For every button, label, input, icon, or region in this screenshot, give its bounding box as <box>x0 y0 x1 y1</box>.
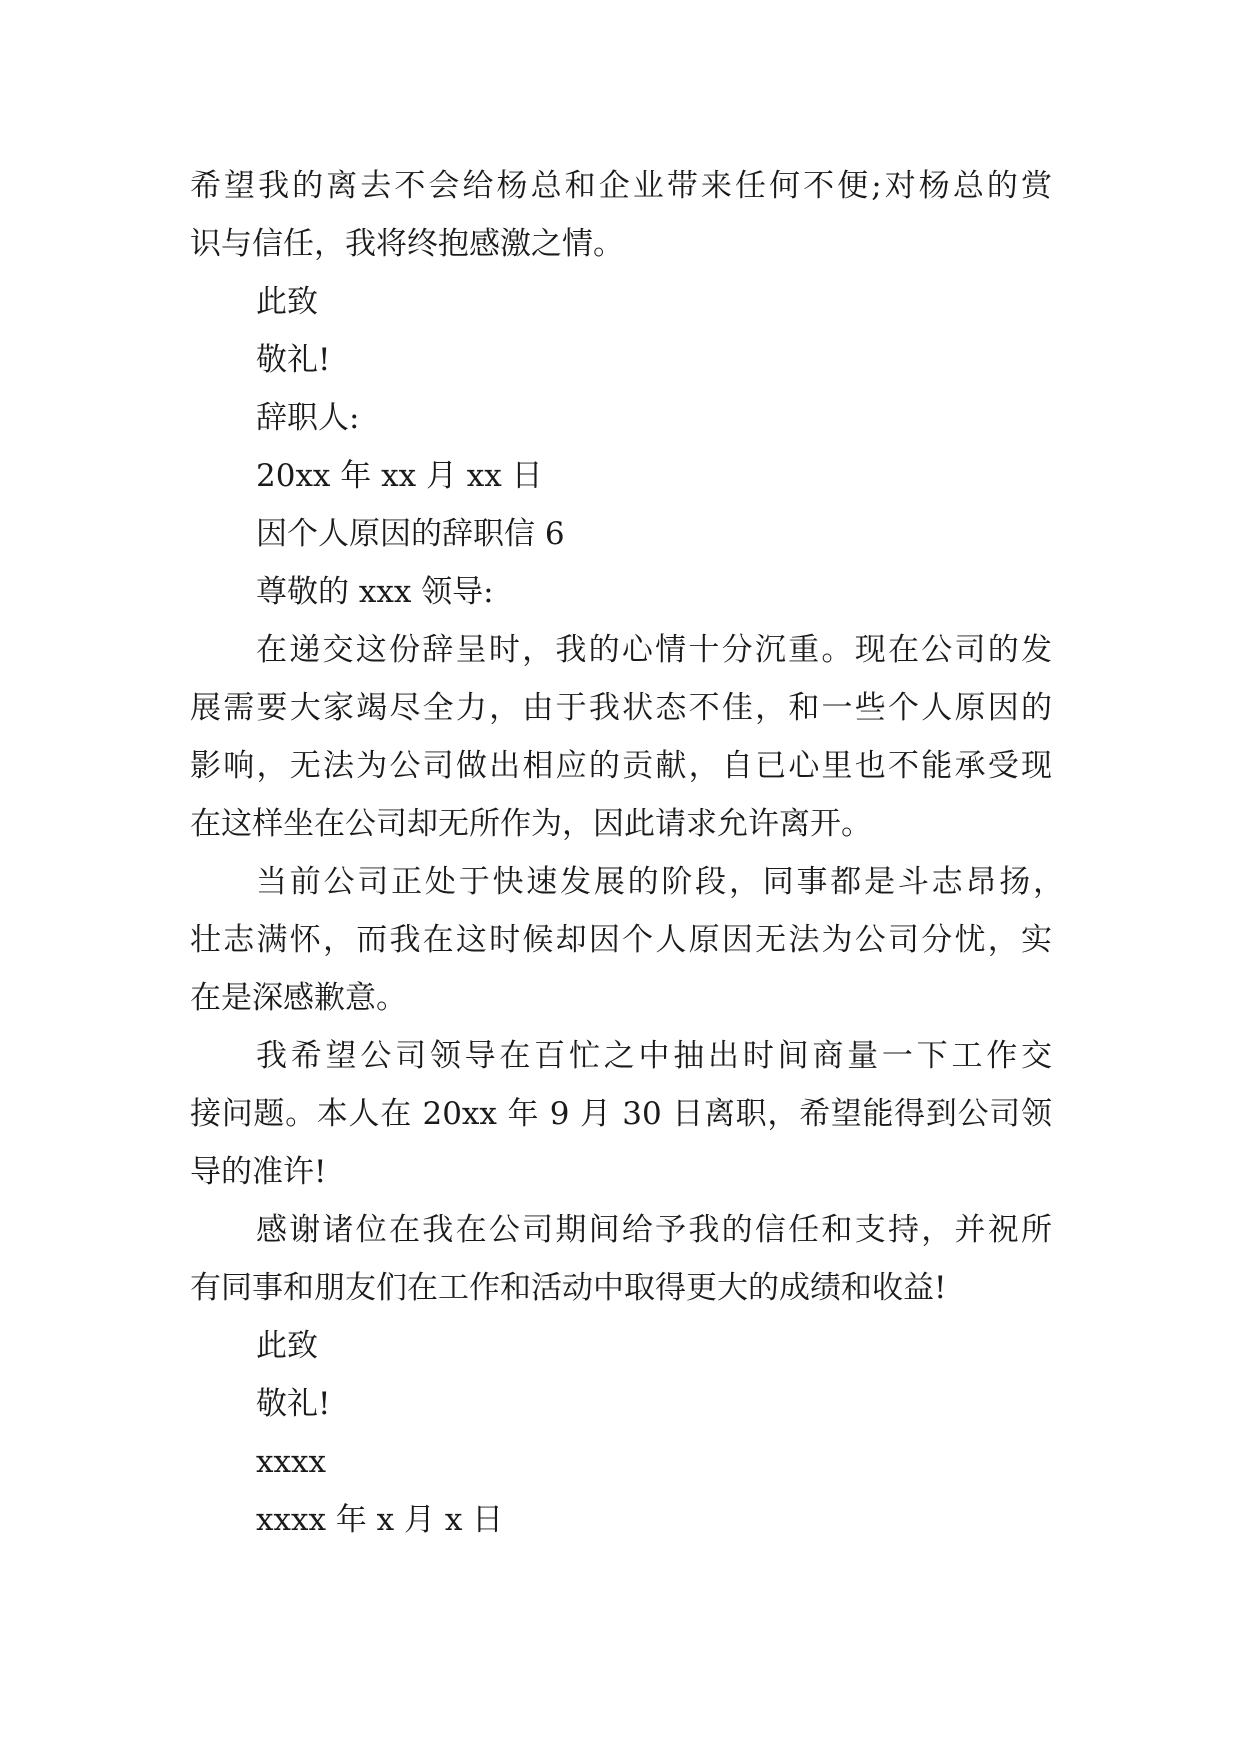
closing-salutation: 此致 <box>256 1328 318 1364</box>
paragraph-line: 壮志满怀，而我在这时候却因个人原因无法为公司分忧，实 <box>190 922 1052 958</box>
paragraph-line: 希望我的离去不会给杨总和企业带来任何不便;对杨总的赏 <box>190 168 1052 204</box>
paragraph-line: 导的准许! <box>190 1154 327 1190</box>
paragraph-line: 在递交这份辞呈时，我的心情十分沉重。现在公司的发 <box>256 632 1052 668</box>
closing-regards: 敬礼! <box>256 1386 331 1422</box>
paragraph-line: 在这样坐在公司却无所作为，因此请求允许离开。 <box>190 806 872 842</box>
closing-salutation: 此致 <box>256 284 318 320</box>
paragraph-line: 感谢诸位在我在公司期间给予我的信任和支持，并祝所 <box>256 1212 1052 1248</box>
paragraph-line: 当前公司正处于快速发展的阶段，同事都是斗志昂扬， <box>256 864 1064 900</box>
section-title: 因个人原因的辞职信 6 <box>256 516 565 552</box>
date-line: xxxx 年 x 月 x 日 <box>256 1502 504 1538</box>
paragraph-line: 我希望公司领导在百忙之中抽出时间商量一下工作交 <box>256 1038 1052 1074</box>
signature-name: xxxx <box>256 1444 326 1480</box>
date-line: 20xx 年 xx 月 xx 日 <box>256 458 543 494</box>
closing-regards: 敬礼! <box>256 342 331 378</box>
signature-label: 辞职人: <box>256 400 360 436</box>
paragraph-line: 有同事和朋友们在工作和活动中取得更大的成绩和收益! <box>190 1270 947 1306</box>
paragraph-line: 影响，无法为公司做出相应的贡献，自已心里也不能承受现 <box>190 748 1052 784</box>
paragraph-line: 接问题。本人在 20xx 年 9 月 30 日离职，希望能得到公司领 <box>190 1096 1052 1132</box>
paragraph-line: 展需要大家竭尽全力，由于我状态不佳，和一些个人原因的 <box>190 690 1052 726</box>
greeting: 尊敬的 xxx 领导: <box>256 574 494 610</box>
paragraph-line: 在是深感歉意。 <box>190 980 407 1016</box>
paragraph-line: 识与信任，我将终抱感激之情。 <box>190 226 624 262</box>
